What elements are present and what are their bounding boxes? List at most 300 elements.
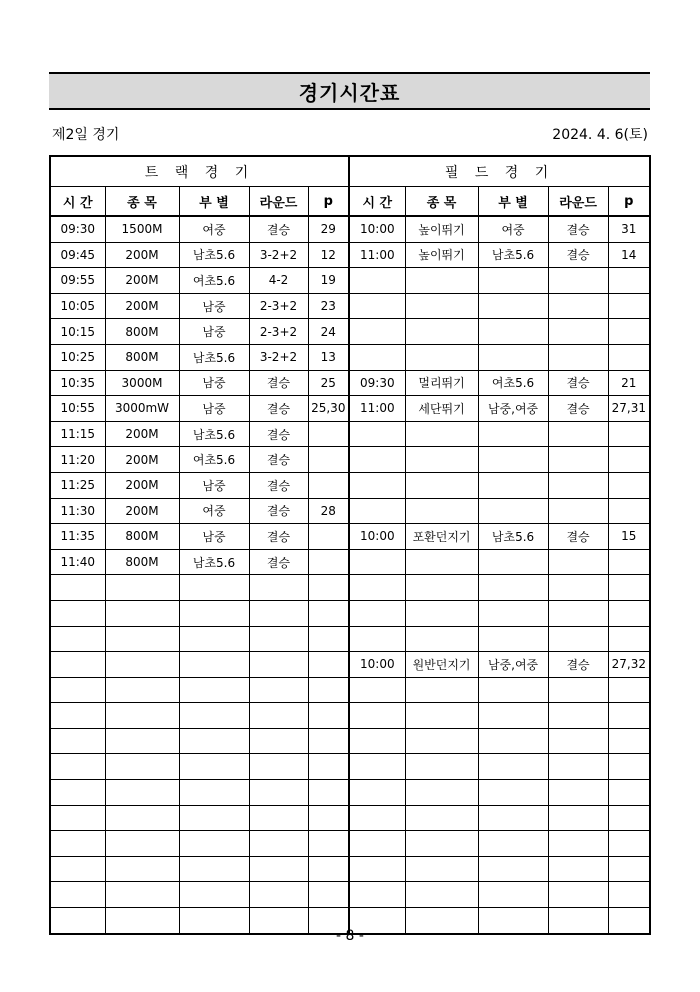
field-col-event: 종 목 bbox=[405, 187, 478, 217]
track-division-cell bbox=[179, 703, 249, 729]
track-event-cell bbox=[105, 780, 179, 806]
field-round-cell bbox=[548, 600, 608, 626]
field-division-cell bbox=[478, 703, 548, 729]
track-round-cell bbox=[249, 754, 308, 780]
track-time-cell: 09:30 bbox=[50, 216, 105, 242]
table-row bbox=[50, 319, 650, 345]
track-page-cell: 25 bbox=[308, 370, 349, 396]
field-page-cell bbox=[608, 882, 650, 908]
field-time-cell: 10:00 bbox=[349, 524, 405, 550]
field-page-cell: 15 bbox=[608, 524, 650, 550]
track-time-cell: 11:40 bbox=[50, 549, 105, 575]
field-round-cell bbox=[548, 754, 608, 780]
field-time-cell bbox=[349, 831, 405, 857]
track-event-cell: 200M bbox=[105, 242, 179, 268]
track-round-cell bbox=[249, 652, 308, 678]
table-row bbox=[50, 216, 650, 242]
field-round-cell bbox=[548, 703, 608, 729]
track-event-cell: 200M bbox=[105, 293, 179, 319]
track-event-cell bbox=[105, 626, 179, 652]
track-round-cell: 결승 bbox=[249, 549, 308, 575]
field-round-cell bbox=[548, 421, 608, 447]
field-page-cell bbox=[608, 319, 650, 345]
track-division-cell: 남중 bbox=[179, 472, 249, 498]
field-round-cell bbox=[548, 780, 608, 806]
field-time-cell bbox=[349, 856, 405, 882]
field-time-cell bbox=[349, 575, 405, 601]
field-round-cell: 결승 bbox=[548, 242, 608, 268]
table-row bbox=[50, 242, 650, 268]
field-round-cell bbox=[548, 626, 608, 652]
field-event-cell bbox=[405, 626, 478, 652]
track-division-cell: 남초5.6 bbox=[179, 421, 249, 447]
field-event-cell bbox=[405, 447, 478, 473]
field-page-cell bbox=[608, 780, 650, 806]
field-page-cell bbox=[608, 498, 650, 524]
track-page-cell bbox=[308, 805, 349, 831]
track-round-cell bbox=[249, 703, 308, 729]
track-round-cell: 2-3+2 bbox=[249, 293, 308, 319]
page-number: - 8 - bbox=[336, 928, 364, 944]
track-round-cell: 4-2 bbox=[249, 268, 308, 294]
field-division-cell bbox=[478, 421, 548, 447]
field-round-cell bbox=[548, 831, 608, 857]
field-time-cell: 11:00 bbox=[349, 242, 405, 268]
field-round-cell bbox=[548, 575, 608, 601]
field-page-cell bbox=[608, 703, 650, 729]
field-time-cell bbox=[349, 600, 405, 626]
field-event-cell bbox=[405, 754, 478, 780]
track-time-cell bbox=[50, 652, 105, 678]
track-event-cell: 200M bbox=[105, 498, 179, 524]
table-row bbox=[50, 780, 650, 806]
field-page-cell bbox=[608, 549, 650, 575]
track-round-cell: 결승 bbox=[249, 396, 308, 422]
track-col-division: 부 별 bbox=[179, 187, 249, 217]
track-round-cell: 3-2+2 bbox=[249, 344, 308, 370]
track-page-cell bbox=[308, 575, 349, 601]
track-event-cell: 3000mW bbox=[105, 396, 179, 422]
date-label: 2024. 4. 6(토) bbox=[552, 127, 648, 143]
field-division-cell: 남중,여중 bbox=[478, 396, 548, 422]
field-round-cell bbox=[548, 677, 608, 703]
field-round-cell: 결승 bbox=[548, 370, 608, 396]
field-division-cell: 여중 bbox=[478, 216, 548, 242]
field-time-cell: 10:00 bbox=[349, 216, 405, 242]
field-round-cell bbox=[548, 498, 608, 524]
section-header-row bbox=[50, 156, 650, 187]
track-time-cell: 11:20 bbox=[50, 447, 105, 473]
table-row bbox=[50, 268, 650, 294]
field-round-cell bbox=[548, 805, 608, 831]
page-title: 경기시간표 bbox=[298, 80, 401, 105]
table-row bbox=[50, 882, 650, 908]
field-division-cell bbox=[478, 831, 548, 857]
field-time-cell bbox=[349, 447, 405, 473]
field-round-cell: 결승 bbox=[548, 524, 608, 550]
track-page-cell bbox=[308, 728, 349, 754]
track-page-cell: 24 bbox=[308, 319, 349, 345]
track-page-cell bbox=[308, 677, 349, 703]
track-time-cell bbox=[50, 677, 105, 703]
track-event-cell bbox=[105, 677, 179, 703]
table-row bbox=[50, 293, 650, 319]
schedule-table bbox=[49, 155, 651, 935]
track-division-cell bbox=[179, 780, 249, 806]
field-page-cell bbox=[608, 472, 650, 498]
field-time-cell: 09:30 bbox=[349, 370, 405, 396]
field-event-cell: 멀리뛰기 bbox=[405, 370, 478, 396]
track-event-cell: 800M bbox=[105, 549, 179, 575]
track-round-cell bbox=[249, 677, 308, 703]
track-time-cell: 11:30 bbox=[50, 498, 105, 524]
track-division-cell: 남초5.6 bbox=[179, 344, 249, 370]
field-division-cell bbox=[478, 319, 548, 345]
track-event-cell bbox=[105, 831, 179, 857]
track-event-cell: 1500M bbox=[105, 216, 179, 242]
track-section-header: 트 랙 경 기 bbox=[50, 156, 349, 187]
track-page-cell: 19 bbox=[308, 268, 349, 294]
track-round-cell: 결승 bbox=[249, 421, 308, 447]
column-header-row bbox=[50, 187, 650, 217]
table-row bbox=[50, 447, 650, 473]
track-event-cell: 200M bbox=[105, 268, 179, 294]
table-row bbox=[50, 652, 650, 678]
field-event-cell bbox=[405, 293, 478, 319]
field-event-cell bbox=[405, 344, 478, 370]
field-event-cell bbox=[405, 780, 478, 806]
field-page-cell bbox=[608, 728, 650, 754]
track-division-cell bbox=[179, 856, 249, 882]
field-page-cell bbox=[608, 293, 650, 319]
field-page-cell: 31 bbox=[608, 216, 650, 242]
field-time-cell bbox=[349, 780, 405, 806]
track-round-cell bbox=[249, 780, 308, 806]
field-event-cell bbox=[405, 677, 478, 703]
track-division-cell bbox=[179, 728, 249, 754]
field-page-cell bbox=[608, 600, 650, 626]
track-event-cell bbox=[105, 882, 179, 908]
track-time-cell bbox=[50, 626, 105, 652]
field-event-cell bbox=[405, 805, 478, 831]
track-page-cell: 25,30 bbox=[308, 396, 349, 422]
track-division-cell: 남중 bbox=[179, 319, 249, 345]
field-division-cell: 남초5.6 bbox=[478, 242, 548, 268]
field-division-cell bbox=[478, 677, 548, 703]
field-division-cell bbox=[478, 472, 548, 498]
field-col-page: p bbox=[608, 187, 650, 217]
track-time-cell bbox=[50, 754, 105, 780]
field-section-header: 필 드 경 기 bbox=[349, 156, 650, 187]
track-page-cell bbox=[308, 652, 349, 678]
field-time-cell bbox=[349, 626, 405, 652]
field-event-cell: 높이뛰기 bbox=[405, 216, 478, 242]
field-page-cell bbox=[608, 447, 650, 473]
track-time-cell bbox=[50, 600, 105, 626]
track-page-cell bbox=[308, 780, 349, 806]
track-time-cell: 11:35 bbox=[50, 524, 105, 550]
table-row bbox=[50, 396, 650, 422]
field-round-cell bbox=[548, 856, 608, 882]
table-row bbox=[50, 856, 650, 882]
track-time-cell: 10:55 bbox=[50, 396, 105, 422]
field-round-cell bbox=[548, 549, 608, 575]
field-event-cell bbox=[405, 421, 478, 447]
field-division-cell: 남초5.6 bbox=[478, 524, 548, 550]
schedule-body bbox=[50, 216, 650, 934]
track-division-cell bbox=[179, 677, 249, 703]
track-division-cell: 남초5.6 bbox=[179, 549, 249, 575]
track-page-cell bbox=[308, 549, 349, 575]
track-event-cell: 800M bbox=[105, 319, 179, 345]
field-time-cell bbox=[349, 268, 405, 294]
track-page-cell bbox=[308, 856, 349, 882]
table-row bbox=[50, 370, 650, 396]
field-division-cell bbox=[478, 626, 548, 652]
track-division-cell: 남중 bbox=[179, 370, 249, 396]
field-page-cell bbox=[608, 575, 650, 601]
field-event-cell: 높이뛰기 bbox=[405, 242, 478, 268]
field-event-cell bbox=[405, 498, 478, 524]
field-division-cell bbox=[478, 600, 548, 626]
field-page-cell bbox=[608, 421, 650, 447]
track-page-cell bbox=[308, 524, 349, 550]
field-round-cell bbox=[548, 319, 608, 345]
field-page-cell: 21 bbox=[608, 370, 650, 396]
field-event-cell bbox=[405, 549, 478, 575]
track-round-cell: 3-2+2 bbox=[249, 242, 308, 268]
track-event-cell: 200M bbox=[105, 472, 179, 498]
track-time-cell: 11:15 bbox=[50, 421, 105, 447]
track-division-cell: 여초5.6 bbox=[179, 447, 249, 473]
day-label: 제2일 경기 bbox=[52, 127, 120, 143]
track-col-round: 라운드 bbox=[249, 187, 308, 217]
track-time-cell: 10:15 bbox=[50, 319, 105, 345]
field-time-cell bbox=[349, 882, 405, 908]
track-time-cell bbox=[50, 703, 105, 729]
field-event-cell: 포환던지기 bbox=[405, 524, 478, 550]
track-round-cell: 결승 bbox=[249, 447, 308, 473]
track-page-cell bbox=[308, 600, 349, 626]
track-round-cell: 2-3+2 bbox=[249, 319, 308, 345]
track-page-cell: 13 bbox=[308, 344, 349, 370]
field-page-cell bbox=[608, 677, 650, 703]
field-col-time: 시 간 bbox=[349, 187, 405, 217]
field-time-cell bbox=[349, 421, 405, 447]
track-page-cell bbox=[308, 421, 349, 447]
field-round-cell: 결승 bbox=[548, 652, 608, 678]
field-round-cell bbox=[548, 882, 608, 908]
track-division-cell bbox=[179, 575, 249, 601]
field-time-cell bbox=[349, 319, 405, 345]
field-col-round: 라운드 bbox=[548, 187, 608, 217]
field-division-cell bbox=[478, 549, 548, 575]
track-round-cell bbox=[249, 728, 308, 754]
table-row bbox=[50, 805, 650, 831]
page-title-bar bbox=[49, 72, 650, 110]
field-round-cell bbox=[548, 268, 608, 294]
field-event-cell bbox=[405, 831, 478, 857]
track-round-cell bbox=[249, 600, 308, 626]
track-page-cell: 29 bbox=[308, 216, 349, 242]
field-division-cell bbox=[478, 268, 548, 294]
field-page-cell bbox=[608, 754, 650, 780]
track-division-cell: 남초5.6 bbox=[179, 242, 249, 268]
track-page-cell: 12 bbox=[308, 242, 349, 268]
field-event-cell: 원반던지기 bbox=[405, 652, 478, 678]
field-division-cell bbox=[478, 498, 548, 524]
track-page-cell bbox=[308, 626, 349, 652]
field-division-cell bbox=[478, 856, 548, 882]
field-page-cell bbox=[608, 831, 650, 857]
field-event-cell bbox=[405, 600, 478, 626]
track-round-cell: 결승 bbox=[249, 498, 308, 524]
track-division-cell bbox=[179, 805, 249, 831]
track-page-cell bbox=[308, 703, 349, 729]
field-event-cell bbox=[405, 856, 478, 882]
table-row bbox=[50, 600, 650, 626]
track-event-cell bbox=[105, 856, 179, 882]
field-page-cell bbox=[608, 805, 650, 831]
track-page-cell: 23 bbox=[308, 293, 349, 319]
field-division-cell: 여초5.6 bbox=[478, 370, 548, 396]
track-round-cell bbox=[249, 856, 308, 882]
track-round-cell: 결승 bbox=[249, 524, 308, 550]
track-round-cell bbox=[249, 575, 308, 601]
table-row bbox=[50, 703, 650, 729]
field-page-cell: 27,32 bbox=[608, 652, 650, 678]
field-event-cell bbox=[405, 575, 478, 601]
track-page-cell bbox=[308, 754, 349, 780]
field-event-cell bbox=[405, 472, 478, 498]
table-row bbox=[50, 677, 650, 703]
track-round-cell bbox=[249, 626, 308, 652]
field-time-cell bbox=[349, 805, 405, 831]
field-time-cell bbox=[349, 754, 405, 780]
field-event-cell bbox=[405, 268, 478, 294]
field-col-division: 부 별 bbox=[478, 187, 548, 217]
track-division-cell bbox=[179, 652, 249, 678]
track-division-cell bbox=[179, 754, 249, 780]
field-time-cell bbox=[349, 703, 405, 729]
track-time-cell bbox=[50, 831, 105, 857]
field-event-cell: 세단뛰기 bbox=[405, 396, 478, 422]
track-time-cell bbox=[50, 575, 105, 601]
field-page-cell bbox=[608, 344, 650, 370]
track-event-cell: 200M bbox=[105, 421, 179, 447]
track-time-cell: 09:55 bbox=[50, 268, 105, 294]
track-event-cell bbox=[105, 600, 179, 626]
track-time-cell bbox=[50, 805, 105, 831]
field-division-cell bbox=[478, 344, 548, 370]
track-page-cell bbox=[308, 472, 349, 498]
track-division-cell bbox=[179, 626, 249, 652]
track-page-cell bbox=[308, 882, 349, 908]
field-page-cell: 14 bbox=[608, 242, 650, 268]
field-division-cell bbox=[478, 447, 548, 473]
field-round-cell: 결승 bbox=[548, 396, 608, 422]
field-page-cell bbox=[608, 268, 650, 294]
field-page-cell: 27,31 bbox=[608, 396, 650, 422]
track-event-cell: 800M bbox=[105, 344, 179, 370]
track-round-cell: 결승 bbox=[249, 370, 308, 396]
field-round-cell: 결승 bbox=[548, 216, 608, 242]
track-event-cell bbox=[105, 575, 179, 601]
field-division-cell: 남중,여중 bbox=[478, 652, 548, 678]
track-round-cell: 결승 bbox=[249, 216, 308, 242]
track-division-cell: 여초5.6 bbox=[179, 268, 249, 294]
field-time-cell bbox=[349, 549, 405, 575]
track-event-cell bbox=[105, 728, 179, 754]
track-event-cell: 3000M bbox=[105, 370, 179, 396]
field-time-cell bbox=[349, 677, 405, 703]
table-row bbox=[50, 524, 650, 550]
track-time-cell: 09:45 bbox=[50, 242, 105, 268]
field-event-cell bbox=[405, 882, 478, 908]
table-row bbox=[50, 754, 650, 780]
field-event-cell bbox=[405, 703, 478, 729]
track-round-cell bbox=[249, 805, 308, 831]
track-event-cell bbox=[105, 703, 179, 729]
field-page-cell bbox=[608, 856, 650, 882]
field-event-cell bbox=[405, 319, 478, 345]
track-division-cell bbox=[179, 882, 249, 908]
track-division-cell bbox=[179, 831, 249, 857]
table-row bbox=[50, 421, 650, 447]
track-time-cell bbox=[50, 728, 105, 754]
track-event-cell bbox=[105, 754, 179, 780]
track-division-cell: 남중 bbox=[179, 293, 249, 319]
field-division-cell bbox=[478, 882, 548, 908]
track-event-cell bbox=[105, 805, 179, 831]
table-row bbox=[50, 498, 650, 524]
field-round-cell bbox=[548, 293, 608, 319]
field-event-cell bbox=[405, 728, 478, 754]
track-page-cell bbox=[308, 447, 349, 473]
track-event-cell: 200M bbox=[105, 447, 179, 473]
table-row bbox=[50, 831, 650, 857]
field-round-cell bbox=[548, 344, 608, 370]
field-time-cell: 10:00 bbox=[349, 652, 405, 678]
field-division-cell bbox=[478, 780, 548, 806]
track-time-cell: 10:05 bbox=[50, 293, 105, 319]
track-event-cell: 800M bbox=[105, 524, 179, 550]
track-time-cell: 11:25 bbox=[50, 472, 105, 498]
field-division-cell bbox=[478, 805, 548, 831]
track-division-cell: 여중 bbox=[179, 498, 249, 524]
field-round-cell bbox=[548, 728, 608, 754]
table-row bbox=[50, 728, 650, 754]
track-col-page: p bbox=[308, 187, 349, 217]
track-col-event: 종 목 bbox=[105, 187, 179, 217]
track-col-time: 시 간 bbox=[50, 187, 105, 217]
field-round-cell bbox=[548, 447, 608, 473]
track-page-cell bbox=[308, 831, 349, 857]
track-event-cell bbox=[105, 652, 179, 678]
track-time-cell: 10:35 bbox=[50, 370, 105, 396]
track-time-cell bbox=[50, 882, 105, 908]
track-time-cell: 10:25 bbox=[50, 344, 105, 370]
track-round-cell: 결승 bbox=[249, 472, 308, 498]
field-time-cell bbox=[349, 498, 405, 524]
track-division-cell: 남중 bbox=[179, 396, 249, 422]
field-division-cell bbox=[478, 575, 548, 601]
field-page-cell bbox=[608, 626, 650, 652]
track-page-cell: 28 bbox=[308, 498, 349, 524]
field-time-cell bbox=[349, 344, 405, 370]
track-time-cell bbox=[50, 856, 105, 882]
field-time-cell: 11:00 bbox=[349, 396, 405, 422]
